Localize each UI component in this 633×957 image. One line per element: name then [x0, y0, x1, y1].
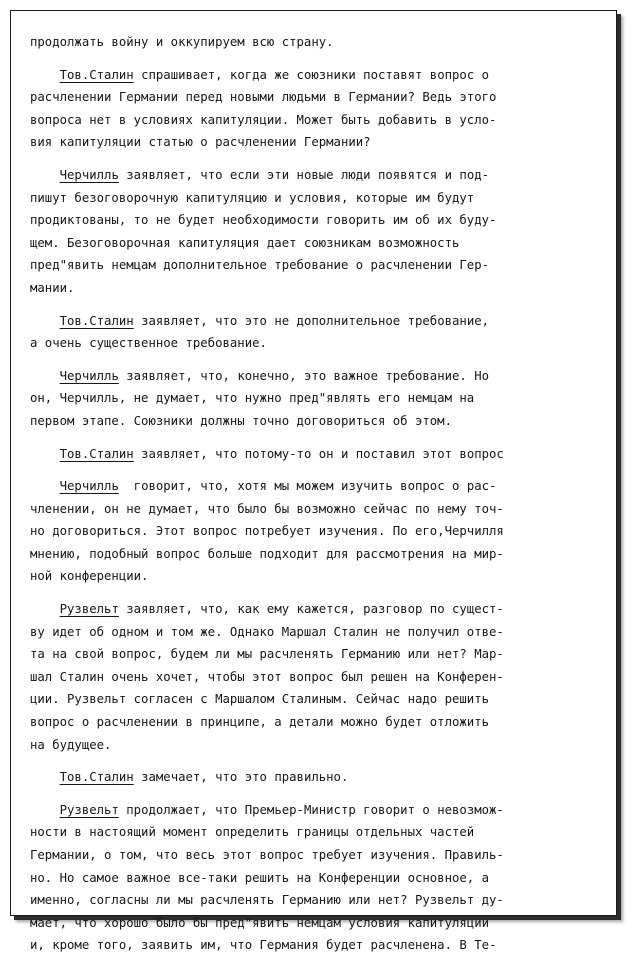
line-text: та на свой вопрос, будем ли мы расчленять Германию или нет? Мар- — [30, 647, 504, 662]
speaker-name: Тов.Сталин — [59, 67, 134, 82]
line-text: вопроса нет в условиях капитуляции. Может быть добавить в усло- — [30, 112, 497, 127]
text-line — [30, 520, 605, 543]
text-line — [30, 209, 605, 232]
paragraph-gap — [30, 465, 605, 475]
line-text: пишут безоговорочную капитуляцию и условия, которые им будут — [30, 190, 475, 205]
line-text: ции. Рузвельт согласен с Маршалом Сталиным. Сейчас надо решить — [30, 692, 490, 707]
paragraph — [30, 443, 605, 466]
paragraph-gap — [30, 300, 605, 310]
text-line — [30, 821, 605, 844]
paragraph-gap — [30, 588, 605, 598]
text-line — [30, 934, 605, 957]
line-text: спрашивает, когда же союзники поставят вопрос о — [133, 67, 490, 82]
paragraph-gap — [30, 433, 605, 443]
line-text: ной конференции. — [30, 569, 149, 584]
text-line — [30, 666, 605, 689]
text-line — [30, 365, 605, 388]
line-text: щем. Безоговорочная капитуляция дает союзникам возможность — [30, 235, 460, 250]
paragraph-gap — [30, 789, 605, 799]
text-line — [30, 64, 605, 87]
line-text: мает, что хорошо было бы пред"явить немцам условия капитуляции — [30, 915, 490, 930]
text-line — [30, 475, 605, 498]
line-text: но договориться. Этот вопрос потребует изучения. По его,Черчилля — [30, 524, 504, 539]
paragraph — [30, 31, 605, 54]
text-line — [30, 232, 605, 255]
text-line — [30, 443, 605, 466]
paragraph — [30, 64, 605, 154]
line-text: продиктованы, то не будет необходимости говорить им об их буду- — [30, 213, 497, 228]
text-line — [30, 844, 605, 867]
text-line — [30, 164, 605, 187]
text-line — [30, 332, 605, 355]
text-line — [30, 799, 605, 822]
paragraph — [30, 766, 605, 789]
text-line — [30, 543, 605, 566]
paragraph — [30, 310, 605, 355]
paragraph — [30, 598, 605, 756]
line-text: на будущее. — [30, 737, 112, 752]
line-text: ности в настоящий момент определить границы отдельных частей — [30, 825, 475, 840]
text-line — [30, 912, 605, 935]
speaker-name: Тов.Сталин — [59, 313, 134, 328]
line-text: пред"явить немцам дополнительное требование о расчленении Гер- — [30, 258, 490, 273]
line-text: расчленении Германии перед новыми людьми в Германии? Ведь этого — [30, 90, 497, 105]
text-line — [30, 254, 605, 277]
line-text: Германии, о том, что весь этот вопрос требует изучения. Правиль- — [30, 848, 504, 862]
text-line — [30, 867, 605, 890]
speaker-name: Рузвельт — [59, 602, 119, 617]
text-line — [30, 565, 605, 588]
line-text: именно, согласны ли мы расчленять Германию или нет? Рузвельт ду- — [30, 893, 504, 908]
text-line — [30, 621, 605, 644]
line-text: замечает, что это правильно. — [133, 770, 349, 785]
text-line — [30, 310, 605, 333]
text-line — [30, 277, 605, 300]
line-text: вия капитуляции статью о расчленении Германии? — [30, 135, 371, 150]
paragraph — [30, 164, 605, 300]
document-page — [10, 10, 617, 953]
text-line — [30, 131, 605, 154]
line-text: вопрос о расчленении в принципе, а детали можно будет отложить — [30, 715, 490, 730]
speaker-name: Черчилль — [59, 479, 119, 494]
text-line — [30, 598, 605, 621]
text-line — [30, 766, 605, 789]
line-text: заявляет, что это не дополнительное требование, — [133, 313, 490, 328]
speaker-name: Черчилль — [59, 167, 119, 182]
paragraph-gap — [30, 54, 605, 64]
text-line — [30, 498, 605, 521]
line-text: но. Но самое важное все-таки решить на Конференции основное, а — [30, 870, 490, 885]
line-text: говорит, что, хотя мы можем изучить вопрос о рас- — [118, 479, 497, 494]
line-text: заявляет, что, как ему кажется, разговор по сущест- — [118, 602, 504, 617]
line-text: мании. — [30, 280, 75, 295]
line-text: продолжает, что Премьер-Министр говорит о невозмож- — [118, 802, 504, 817]
line-text: а очень существенное требование. — [30, 336, 267, 351]
line-text: и, кроме того, заявить им, что Германия будет расчленена. В Те- — [30, 938, 497, 953]
text-line — [30, 86, 605, 109]
line-text: продолжать войну и оккупируем всю страну. — [30, 35, 334, 49]
text-line — [30, 643, 605, 666]
line-text: он, Черчилль, не думает, что нужно пред"являть его немцам на — [30, 391, 475, 406]
text-line — [30, 734, 605, 757]
line-text: мнению, подобный вопрос больше подходит для рассмотрения на мир- — [30, 546, 504, 561]
text-line — [30, 31, 605, 54]
speaker-name: Тов.Сталин — [59, 446, 134, 461]
line-text: ву идет об одном и том же. Однако Маршал Сталин не получил отве- — [30, 624, 504, 639]
text-line — [30, 711, 605, 734]
speaker-name: Черчилль — [59, 368, 119, 383]
text-line — [30, 387, 605, 410]
line-text: заявляет, что, конечно, это важное требование. Но — [118, 368, 490, 383]
line-text: первом этапе. Союзники должны точно договориться об этом. — [30, 413, 452, 428]
line-text: шал Сталин очень хочет, чтобы этот вопрос был решен на Конферен- — [30, 669, 504, 684]
paragraph-gap — [30, 756, 605, 766]
paragraph — [30, 365, 605, 433]
text-line — [30, 410, 605, 433]
line-text: заявляет, что потому-то он и поставил этот вопрос — [133, 446, 504, 461]
line-text: заявляет, что если эти новые люди появятся и под- — [118, 167, 490, 182]
line-text: членении, он не думает, что было бы возможно сейчас по нему точ- — [30, 501, 504, 516]
document-text — [30, 31, 605, 957]
text-line — [30, 688, 605, 711]
speaker-name: Тов.Сталин — [59, 770, 134, 785]
paragraph — [30, 475, 605, 588]
speaker-name: Рузвельт — [59, 802, 119, 817]
paragraph — [30, 799, 605, 957]
text-line — [30, 109, 605, 132]
text-line — [30, 187, 605, 210]
paragraph-gap — [30, 355, 605, 365]
text-line — [30, 889, 605, 912]
paragraph-gap — [30, 154, 605, 164]
